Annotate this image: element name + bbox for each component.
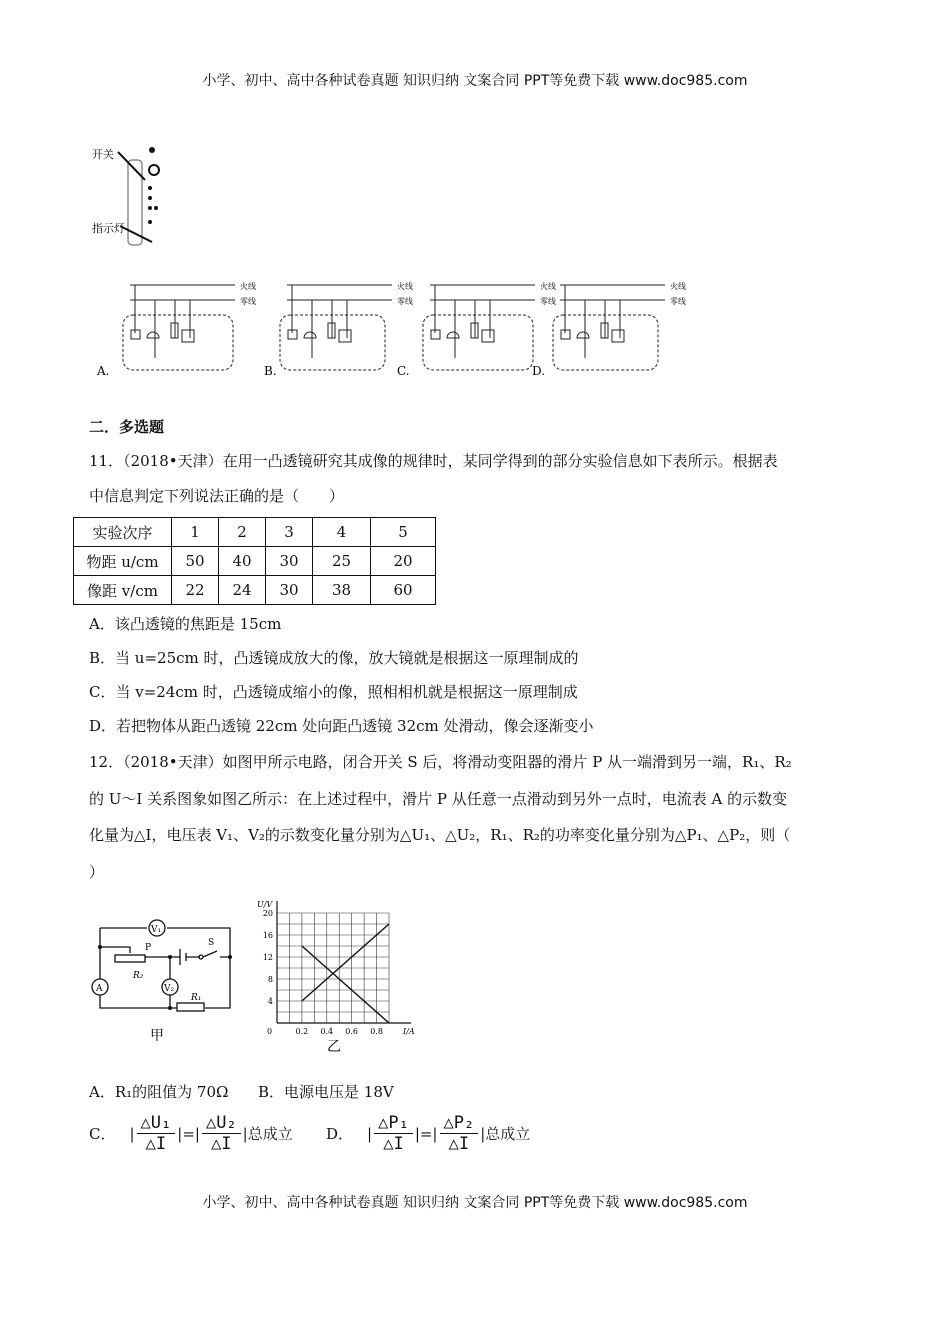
r1-label: R₁ — [191, 993, 202, 1003]
q12-option-c — [89, 1113, 293, 1154]
q12-line1: 12．（2018•天津）如图甲所示电路，闭合开关 S 后，将滑动变阻器的滑片 P 从一端滑到另一端，R₁、R₂ — [89, 753, 792, 771]
q12-option-a: A．R₁的阻值为 70Ω — [89, 1083, 229, 1101]
q11-option-a: A．该凸透镜的焦距是 15cm — [89, 615, 282, 633]
numerator: △U₂ — [202, 1113, 241, 1134]
table-cell: 40 — [219, 547, 266, 576]
r2-label: R₂ — [133, 971, 144, 981]
wiring-option-b[interactable] — [262, 278, 413, 383]
y-tick-label: 20 — [262, 909, 273, 918]
option-label: A. — [97, 364, 110, 378]
v1-label: V₁ — [151, 925, 162, 935]
y-tick-label: 4 — [267, 997, 273, 1006]
table-cell: 物距 u/cm — [74, 547, 172, 576]
v2-label: V₂ — [164, 984, 175, 994]
live-wire-label: 火线 — [540, 282, 556, 291]
option-d-prefix: D． — [326, 1125, 354, 1143]
neutral-wire-label: 零线 — [240, 297, 256, 306]
equals-sign: |=| — [177, 1124, 200, 1143]
x-axis-label: I/A — [403, 1027, 415, 1036]
fraction-dp1-di — [374, 1113, 413, 1154]
fraction-du2-di — [202, 1113, 241, 1154]
table-cell: 30 — [266, 547, 313, 576]
denominator: △I — [211, 1134, 232, 1154]
slider-p-label: P — [145, 943, 152, 953]
denominator: △I — [448, 1134, 470, 1154]
table-cell: 50 — [172, 547, 219, 576]
q12-line2: 的 U～I 关系图象如图乙所示：在上述过程中，滑片 P 从任意一点滑动到另外一点时，电流表 A 的示数变 — [89, 790, 788, 808]
q11-line1: 11．（2018•天津）在用一凸透镜研究其成像的规律时，某同学得到的部分实验信息如下表所示。根据表 — [89, 452, 778, 470]
wiring-option-c[interactable] — [395, 278, 556, 383]
q11-option-b: B．当 u=25cm 时，凸透镜成放大的像，放大镜就是根据这一原理制成的 — [89, 649, 579, 667]
q12-option-b: B．电源电压是 18V — [258, 1083, 394, 1101]
table-cell: 22 — [172, 576, 219, 605]
table-cell: 3 — [266, 518, 313, 547]
q12-line3: 化量为△I，电压表 V₁、V₂的示数变化量分别为△U₁、△U₂，R₁、R₂的功率变化量分别为△P₁、△P₂，则（ — [89, 826, 791, 844]
option-c-prefix: C． — [89, 1125, 116, 1143]
holds-text: 总成立 — [485, 1125, 531, 1143]
x-tick-label: 0.4 — [320, 1027, 334, 1036]
table-header-row — [74, 518, 436, 547]
x-tick-label: 0.6 — [345, 1027, 359, 1036]
q12-option-d — [326, 1113, 530, 1154]
switch-label: 开关 — [92, 148, 114, 161]
y-tick-label: 16 — [262, 931, 273, 940]
abs-bar: | — [129, 1124, 135, 1143]
table-cell: 实验次序 — [74, 518, 172, 547]
holds-text: 总成立 — [247, 1125, 293, 1143]
abs-bar: | — [242, 1124, 248, 1143]
numerator: △P₁ — [374, 1113, 413, 1134]
table-cell: 30 — [266, 576, 313, 605]
numerator: △U₁ — [137, 1113, 176, 1134]
circuit-diagram — [95, 905, 245, 1045]
u-i-graph — [255, 893, 425, 1053]
fraction-du1-di — [137, 1113, 176, 1154]
option-label: C. — [397, 364, 410, 378]
ammeter-label: A — [96, 984, 103, 994]
neutral-wire-label: 零线 — [670, 297, 686, 306]
indicator-label: 指示灯 — [92, 222, 125, 235]
option-label: B. — [264, 364, 277, 378]
y-axis-label: U/V — [257, 900, 273, 909]
series-line-R1 — [302, 924, 389, 1001]
table-cell: 20 — [371, 547, 436, 576]
fraction-dp2-di — [440, 1113, 479, 1154]
abs-bar: | — [480, 1124, 486, 1143]
x-tick-label: 0.8 — [370, 1027, 383, 1036]
table-cell: 60 — [371, 576, 436, 605]
numerator: △P₂ — [440, 1113, 479, 1134]
power-strip-figure — [90, 140, 180, 250]
table-cell: 24 — [219, 576, 266, 605]
circuit-caption: 甲 — [150, 1028, 164, 1044]
page-header: 小学、初中、高中各种试卷真题 知识归纳 文案合同 PPT等免费下载 www.doc985.com — [202, 73, 748, 89]
q11-option-c: C．当 v=24cm 时，凸透镜成缩小的像，照相相机就是根据这一原理制成 — [89, 683, 578, 701]
table-row — [74, 576, 436, 605]
section-title: 二．多选题 — [89, 418, 165, 436]
x-tick-label: 0.2 — [295, 1027, 309, 1036]
neutral-wire-label: 零线 — [397, 297, 413, 306]
y-tick-label: 8 — [267, 975, 273, 984]
denominator: △I — [145, 1134, 167, 1154]
switch-s-label: S — [208, 938, 215, 948]
origin-label: 0 — [267, 1027, 273, 1036]
table-cell: 1 — [172, 518, 219, 547]
q11-option-d: D．若把物体从距凸透镜 22cm 处向距凸透镜 32cm 处滑动，像会逐渐变小 — [89, 717, 594, 735]
option-label: D. — [532, 364, 546, 378]
page-footer: 小学、初中、高中各种试卷真题 知识归纳 文案合同 PPT等免费下载 www.doc985.com — [202, 1195, 748, 1211]
equals-sign: |=| — [414, 1124, 438, 1143]
series-line-R2 — [302, 946, 389, 1023]
wiring-option-a[interactable] — [95, 278, 256, 383]
q11-line2: 中信息判定下列说法正确的是（ ） — [89, 487, 345, 505]
table-cell: 像距 v/cm — [74, 576, 172, 605]
table-cell: 2 — [219, 518, 266, 547]
live-wire-label: 火线 — [240, 282, 256, 291]
live-wire-label: 火线 — [670, 282, 686, 291]
y-tick-label: 12 — [262, 953, 273, 962]
live-wire-label: 火线 — [397, 282, 413, 291]
abs-bar: | — [367, 1124, 373, 1143]
neutral-wire-label: 零线 — [540, 297, 556, 306]
table-cell: 25 — [313, 547, 371, 576]
q12-line4: ） — [89, 863, 105, 881]
table-cell: 5 — [371, 518, 436, 547]
table-cell: 4 — [313, 518, 371, 547]
denominator: △I — [383, 1134, 404, 1154]
table-row — [74, 547, 436, 576]
table-cell: 38 — [313, 576, 371, 605]
graph-caption: 乙 — [327, 1039, 341, 1055]
wiring-option-d[interactable] — [530, 278, 686, 383]
lens-data-table — [73, 517, 436, 605]
